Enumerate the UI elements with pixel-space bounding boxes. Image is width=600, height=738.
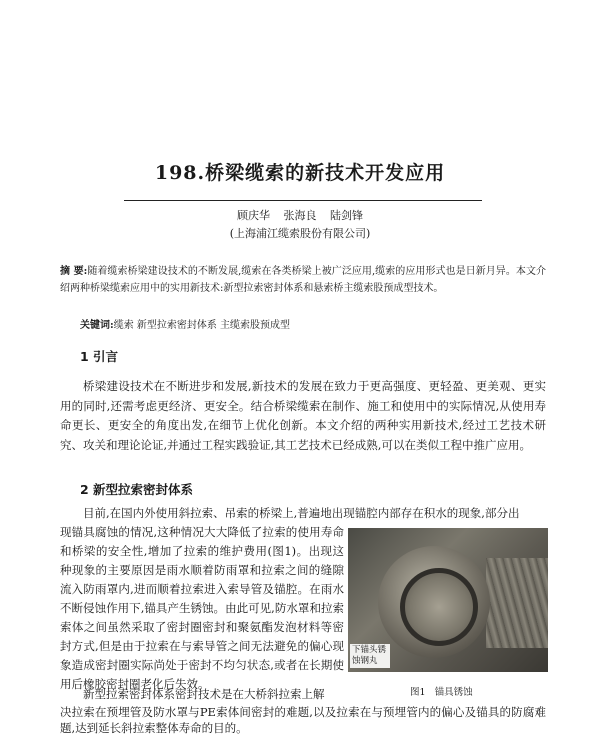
affiliation: (上海浦江缆索股份有限公司) [229,227,371,240]
abstract [60,263,546,297]
figure-caption: 图1 锚具锈蚀 [410,687,473,698]
keywords-text: 缆索 新型拉索密封体系 主缆索股预成型 [113,320,291,331]
new-sealing-paragraph-rest: 决拉索在预埋管及防水罩与PE索体间密封的难题,以及拉索在与预埋管内的偏心及锚具的防腐难题,达到延长斜拉索整体寿命的目的。 [60,705,546,735]
figure-inset-label: 下锚头锈蚀钢丸 [350,644,390,668]
abstract-text: 随着缆索桥梁建设技术的不断发展,缆索在各类桥梁上被广泛应用,缆索的应用形式也是日新月异。本文介绍两种桥梁缆索应用中的实用新技术:新型拉索密封体系和悬索桥主缆索股预成型技术。 [60,266,546,294]
figure-anchor-corrosion-photo [348,528,548,672]
sealing-paragraph-wrapped: 现锚具腐蚀的情况,这种情况大大降低了拉索的使用寿命和桥梁的安全性,增加了拉索的维护费用(图1)。出现这种现象的主要原因是雨水顺着防雨罩和拉索之间的缝隙流入防雨罩内,进而顺着拉索进入索导管及锚腔。在雨水不断侵蚀作用下,锚具产生锈蚀。由此可见,防水罩和拉索索体之间虽然采取了密封圈密封和聚氨酯发泡材料等密封方式,但是由于拉索在与索导管之间无法避免的偏心现象造成密封圈实际尚处于密封不均匀状态,或者在长期使用后橡胶密封圈老化后失效。 [60,525,344,691]
section-heading-sealing-system: 2 新型拉索密封体系 [80,482,194,497]
keywords [80,318,546,333]
abstract-label: 摘 要: [60,266,88,277]
section-heading-introduction: 1 引言 [80,349,119,364]
title-divider [124,200,482,201]
section-introduction-paragraph: 桥梁建设技术在不断进步和发展,新技术的发展在致力于更高强度、更轻盈、更美观、更实用的同时,还需考虑更经济、更安全。结合桥梁缆索在制作、施工和使用中的实际情况,从使用寿命更长、更安全的角度出发,在细节上优化创新。本文介绍的两种实用新技术,经过工艺技术研究、攻关和理论论证,并通过工程实践验证,其工艺技术已经成熟,可以在类似工程中推广应用。 [60,379,546,452]
author-list: 顾庆华 张海良 陆剑锋 [237,209,363,222]
keywords-label: 关键词: [80,320,114,331]
sealing-paragraph-first-line: 目前,在国内外使用斜拉索、吊索的桥梁上,普遍地出现锚腔内部存在积水的现象,部分出 [83,506,520,520]
new-sealing-paragraph-start: 新型拉索密封体系密封技术是在大桥斜拉索上解 [83,687,325,701]
paper-title: 198.桥梁缆索的新技术开发应用 [154,162,446,184]
anchor-ring [400,568,478,646]
cable-strands [486,558,548,648]
